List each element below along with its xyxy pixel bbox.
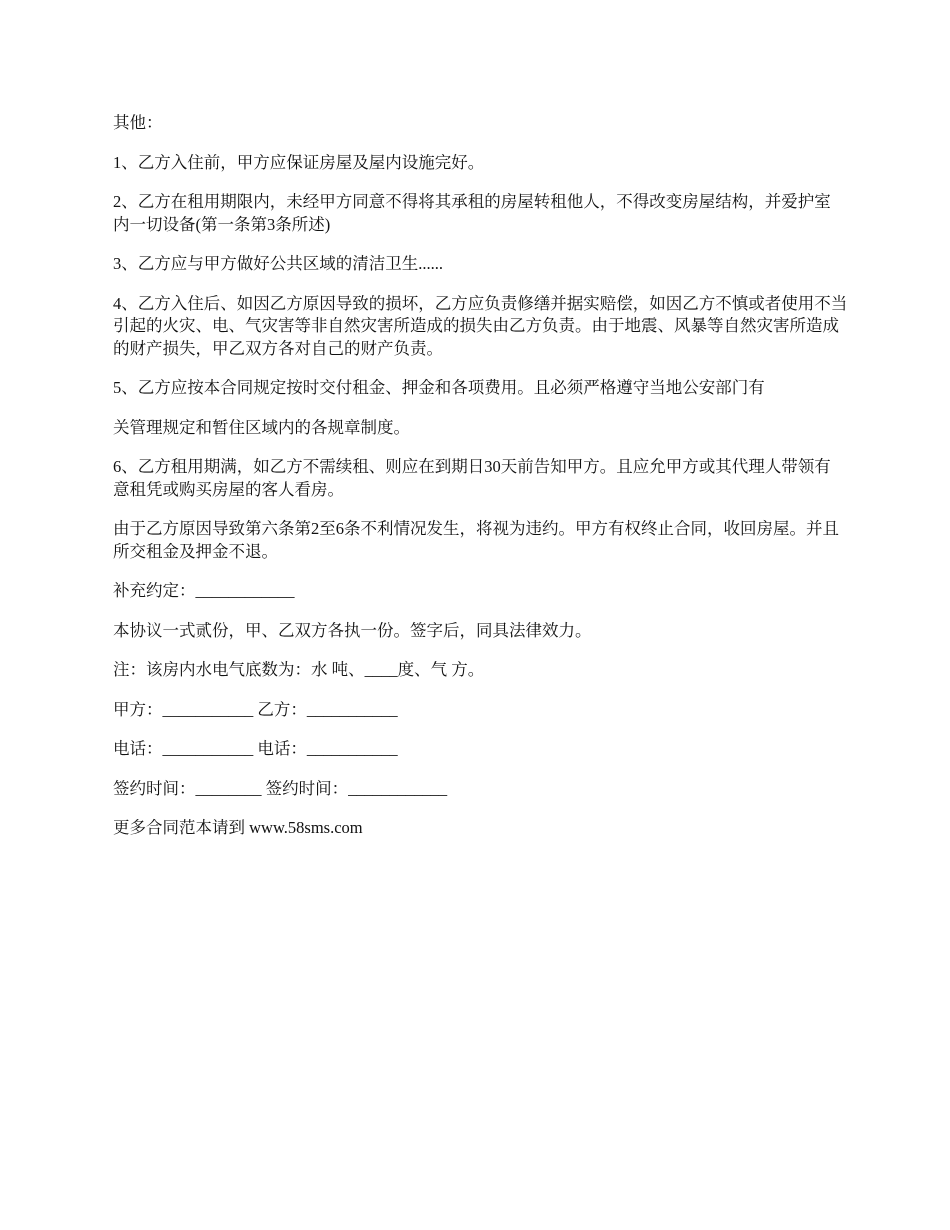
clause-6: 6、乙方租用期满，如乙方不需续租、则应在到期日30天前告知甲方。且应允甲方或其代理人带领有意租凭或购买房屋的客人看房。 [113,457,831,499]
utility-readings-note: 注：该房内水电气底数为：水 吨、____度、气 方。 [113,660,485,679]
party-signatures: 甲方：___________ 乙方：___________ [113,699,398,719]
section-heading-other: 其他： [113,113,163,132]
clause-2: 2、乙方在租用期限内，未经甲方同意不得将其承租的房屋转租他人，不得改变房屋结构，并爱护室内一切设备(第一条第3条所述) [113,192,831,234]
signing-dates: 签约时间：________ 签约时间：____________ [113,778,448,798]
supplementary-agreement: 补充约定：____________ [113,581,295,600]
document-body [113,112,853,857]
more-templates-footer: 更多合同范本请到 www.58sms.com [113,818,363,837]
party-phones: 电话：___________ 电话：___________ [113,739,398,758]
clause-5-continued: 关管理规定和暂住区域内的各规章制度。 [113,417,410,437]
copies-statement: 本协议一式贰份，甲、乙双方各执一份。签字后，同具法律效力。 [113,620,592,640]
breach-clause: 由于乙方原因导致第六条第2至6条不利情况发生，将视为违约。甲方有权终止合同，收回房屋。并且所交租金及押金不退。 [113,519,839,561]
clause-4: 4、乙方入住后、如因乙方原因导致的损坏，乙方应负责修缮并据实赔偿，如因乙方不慎或者使用不当引起的火灾、电、气灾害等非自然灾害所造成的损失由乙方负责。由于地震、风暴等自然灾害所造成的财产损失，甲乙双方各对自己的财产负责。 [113,293,848,358]
clause-5: 5、乙方应按本合同规定按时交付租金、押金和各项费用。且必须严格遵守当地公安部门有 [113,378,765,397]
clause-3: 3、乙方应与甲方做好公共区域的清洁卫生...... [113,254,443,273]
clause-1: 1、乙方入住前，甲方应保证房屋及屋内设施完好。 [113,152,485,172]
